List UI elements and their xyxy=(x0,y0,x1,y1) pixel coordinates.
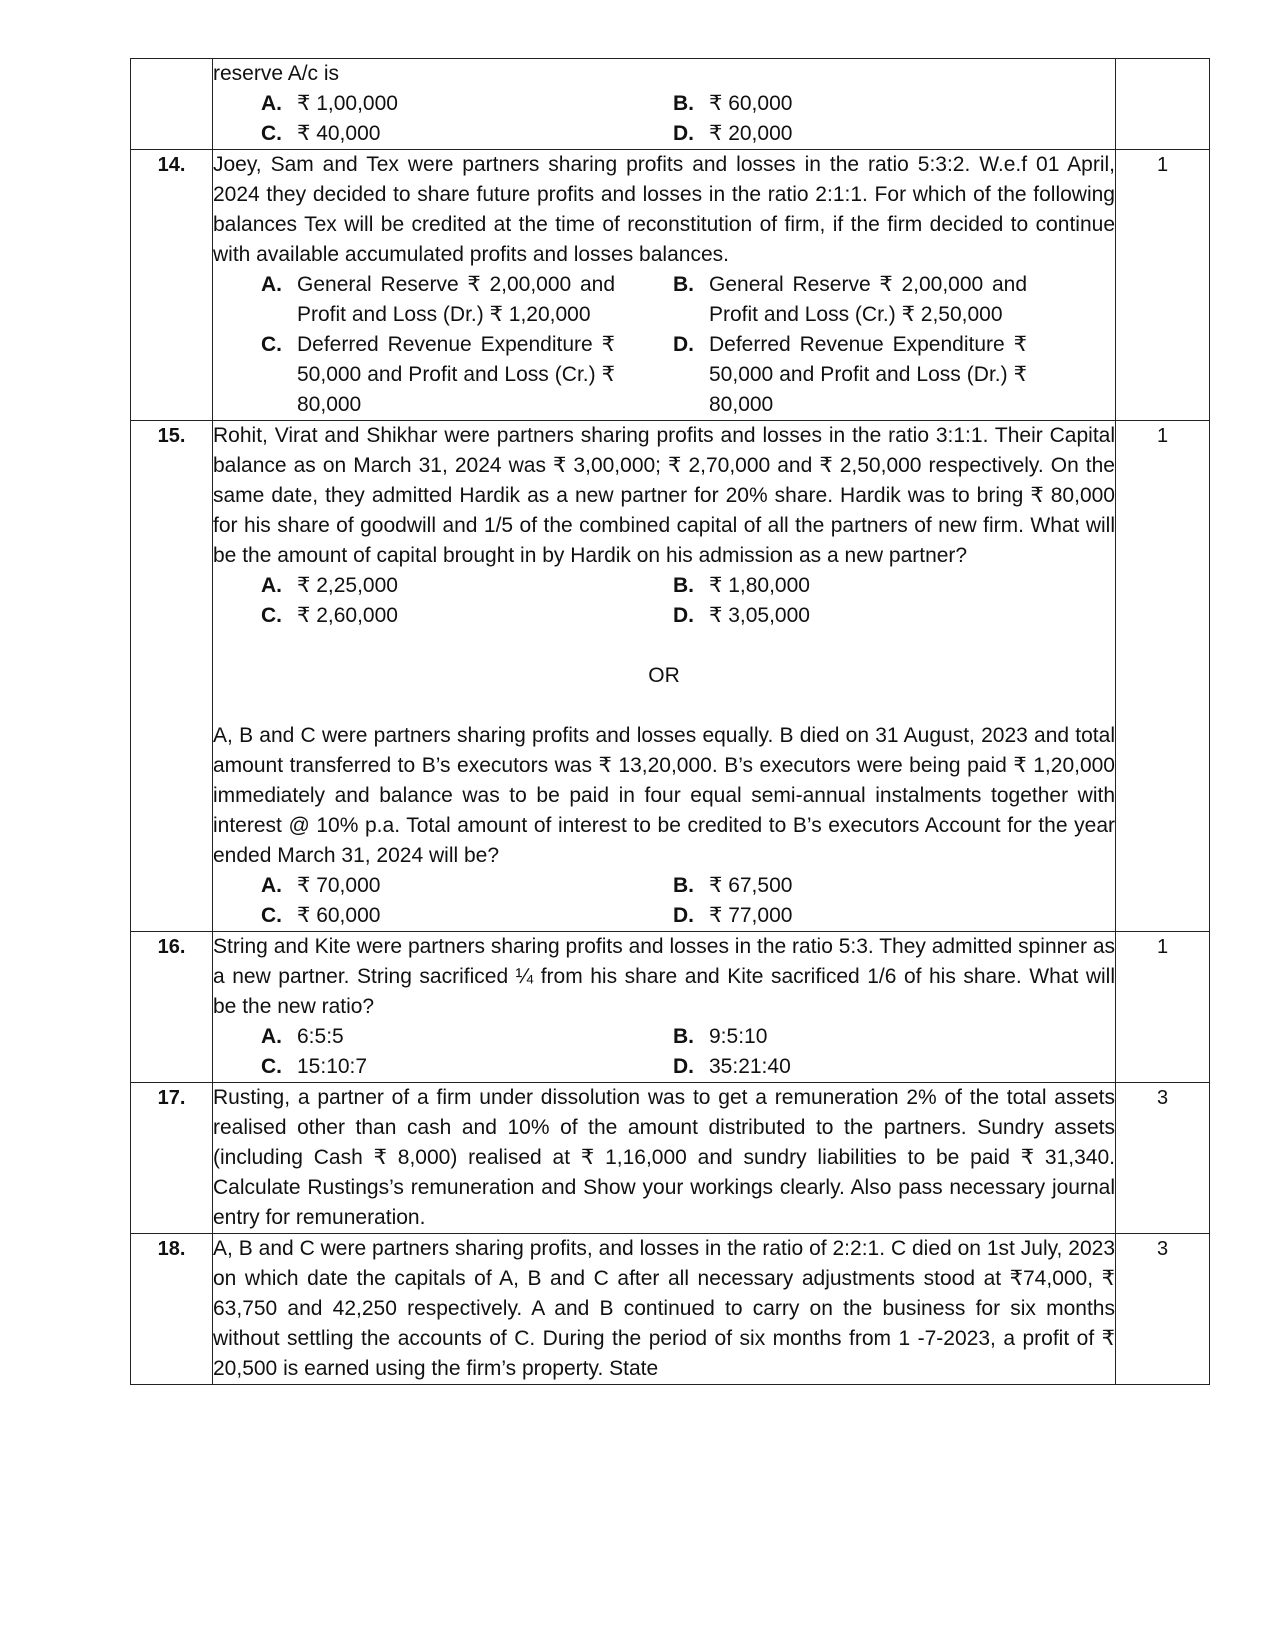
options xyxy=(261,571,1115,631)
option-label: A. xyxy=(261,273,282,296)
option-label: D. xyxy=(673,333,694,356)
option-text: ₹ 3,05,000 xyxy=(709,604,810,627)
option-text: 6:5:5 xyxy=(297,1025,344,1048)
question-row xyxy=(131,932,1210,1083)
question-number: 15. xyxy=(131,421,213,932)
option-d xyxy=(673,901,1053,931)
question-body xyxy=(213,150,1116,421)
option-text: ₹ 1,00,000 xyxy=(297,92,398,115)
alternative-question-stem: A, B and C were partners sharing profits and losses equally. B died on 31 August, 2023 and total amount transferred to B’s executors was ₹ 13,20,000. B’s executors were being paid ₹ 1,20,000 immediately and balance was to be paid in four equal semi-annual instalments together with interest @ 10% p.a. Total amount of interest to be credited to B’s executors Account for the year ended March 31, 2024 will be? xyxy=(213,724,1115,867)
option-text: 9:5:10 xyxy=(709,1025,768,1048)
question-row xyxy=(131,421,1210,932)
option-text: ₹ 2,25,000 xyxy=(297,574,398,597)
option-text: Deferred Revenue Expenditure ₹ 50,000 and Profit and Loss (Cr.) ₹ 80,000 xyxy=(297,333,615,416)
option-c xyxy=(261,1052,673,1082)
question-number: 14. xyxy=(131,150,213,421)
or-separator: OR xyxy=(648,664,680,687)
option-b xyxy=(673,1022,1053,1052)
question-number xyxy=(131,59,213,150)
option-label: C. xyxy=(261,904,282,927)
option-c xyxy=(261,901,673,931)
option-text: Deferred Revenue Expenditure ₹ 50,000 and Profit and Loss (Dr.) ₹ 80,000 xyxy=(709,333,1027,416)
option-label: B. xyxy=(673,92,694,115)
question-marks: 1 xyxy=(1116,150,1210,421)
option-text: 15:10:7 xyxy=(297,1055,368,1078)
question-number: 17. xyxy=(131,1083,213,1234)
option-text: ₹ 60,000 xyxy=(709,92,793,115)
option-b xyxy=(673,871,1053,901)
option-text: General Reserve ₹ 2,00,000 and Profit and Loss (Dr.) ₹ 1,20,000 xyxy=(297,273,615,326)
question-marks: 3 xyxy=(1116,1234,1210,1385)
option-b xyxy=(673,89,1053,119)
question-row xyxy=(131,1083,1210,1234)
question-body xyxy=(213,1234,1116,1385)
option-text: ₹ 2,60,000 xyxy=(297,604,398,627)
option-text: ₹ 20,000 xyxy=(709,122,793,145)
question-body xyxy=(213,421,1116,932)
option-text: General Reserve ₹ 2,00,000 and Profit and Loss (Cr.) ₹ 2,50,000 xyxy=(709,273,1027,326)
options xyxy=(261,89,1115,149)
option-label: D. xyxy=(673,604,694,627)
option-b xyxy=(673,270,1053,330)
question-body xyxy=(213,1083,1116,1234)
question-stem: Rusting, a partner of a firm under dissolution was to get a remuneration 2% of the total assets realised other than cash and 10% of the amount distributed to the partners. Sundry assets (including Cash ₹ 8,000) realised at ₹ 1,16,000 and sundry liabilities to be paid ₹ 31,340. Calculate Rustings’s remuneration and Show your workings clearly. Also pass necessary journal entry for remuneration. xyxy=(213,1086,1115,1229)
question-table xyxy=(130,58,1210,1385)
question-stem: String and Kite were partners sharing profits and losses in the ratio 5:3. They admitted spinner as a new partner. String sacrificed ¼ from his share and Kite sacrificed 1/6 of his share. What will be the new ratio? xyxy=(213,935,1115,1018)
question-marks xyxy=(1116,59,1210,150)
option-d xyxy=(673,601,1053,631)
option-text: ₹ 70,000 xyxy=(297,874,381,897)
question-number: 18. xyxy=(131,1234,213,1385)
option-label: A. xyxy=(261,874,282,897)
question-marks: 1 xyxy=(1116,932,1210,1083)
option-label: C. xyxy=(261,1055,282,1078)
option-a xyxy=(261,571,673,601)
option-label: D. xyxy=(673,1055,694,1078)
option-d xyxy=(673,330,1053,420)
question-number: 16. xyxy=(131,932,213,1083)
option-label: B. xyxy=(673,273,694,296)
question-row xyxy=(131,1234,1210,1385)
option-label: A. xyxy=(261,574,282,597)
option-text: ₹ 67,500 xyxy=(709,874,793,897)
option-text: ₹ 60,000 xyxy=(297,904,381,927)
option-c xyxy=(261,119,673,149)
option-label: A. xyxy=(261,1025,282,1048)
option-d xyxy=(673,1052,1053,1082)
option-a xyxy=(261,270,673,330)
option-a xyxy=(261,1022,673,1052)
option-b xyxy=(673,571,1053,601)
question-body xyxy=(213,59,1116,150)
option-text: ₹ 40,000 xyxy=(297,122,381,145)
option-a xyxy=(261,871,673,901)
option-label: A. xyxy=(261,92,282,115)
question-marks: 3 xyxy=(1116,1083,1210,1234)
option-label: B. xyxy=(673,574,694,597)
option-label: C. xyxy=(261,604,282,627)
question-stem: Rohit, Virat and Shikhar were partners sharing profits and losses in the ratio 3:1:1. Their Capital balance as on March 31, 2024 was ₹ 3,00,000; ₹ 2,70,000 and ₹ 2,50,000 respectively. On the same date, they admitted Hardik as a new partner for 20% share. Hardik was to bring ₹ 80,000 for his share of goodwill and 1/5 of the combined capital of all the partners of new firm. What will be the amount of capital brought in by Hardik on his admission as a new partner? xyxy=(213,424,1115,567)
option-label: D. xyxy=(673,122,694,145)
option-d xyxy=(673,119,1053,149)
question-row xyxy=(131,150,1210,421)
option-c xyxy=(261,601,673,631)
option-label: D. xyxy=(673,904,694,927)
alternative-options xyxy=(261,871,1115,931)
options xyxy=(261,270,1115,420)
option-text: 35:21:40 xyxy=(709,1055,791,1078)
option-text: ₹ 1,80,000 xyxy=(709,574,810,597)
question-row xyxy=(131,59,1210,150)
option-a xyxy=(261,89,673,119)
option-label: C. xyxy=(261,333,282,356)
question-stem: A, B and C were partners sharing profits, and losses in the ratio of 2:2:1. C died on 1st July, 2023 on which date the capitals of A, B and C after all necessary adjustments stood at ₹74,000, ₹ 63,750 and 42,250 respectively. A and B continued to carry on the business for six months without settling the accounts of C. During the period of six months from 1 -7-2023, a profit of ₹ 20,500 is earned using the firm’s property. State xyxy=(213,1237,1115,1380)
question-body xyxy=(213,932,1116,1083)
question-marks: 1 xyxy=(1116,421,1210,932)
option-c xyxy=(261,330,673,420)
question-stem: Joey, Sam and Tex were partners sharing profits and losses in the ratio 5:3:2. W.e.f 01 April, 2024 they decided to share future profits and losses in the ratio 2:1:1. For which of the following balances Tex will be credited at the time of reconstitution of firm, if the firm decided to continue with available accumulated profits and losses balances. xyxy=(213,153,1115,266)
question-stem: reserve A/c is xyxy=(213,62,340,85)
option-text: ₹ 77,000 xyxy=(709,904,793,927)
option-label: B. xyxy=(673,1025,694,1048)
options xyxy=(261,1022,1115,1082)
option-label: C. xyxy=(261,122,282,145)
option-label: B. xyxy=(673,874,694,897)
